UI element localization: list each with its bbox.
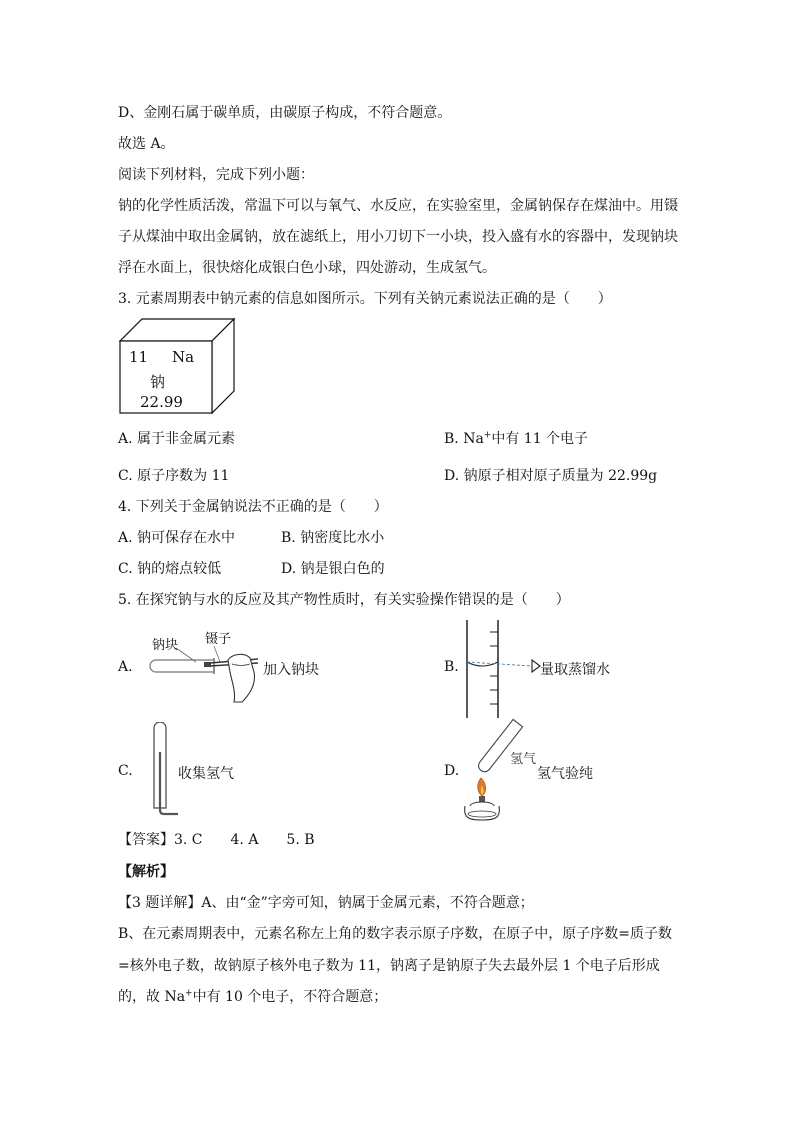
text-line: 子从煤油中取出金属钠，放在滤纸上，用小刀切下一小块，投入盛有水的容器中，发现钠块 [118, 229, 678, 245]
q5-c-letter: C. [118, 763, 133, 779]
analysis-title: 【解析】 [118, 864, 174, 880]
q3-option-c: C. 原子序数为 11 [118, 468, 230, 484]
element-symbol: Na [172, 348, 195, 366]
question-5-stem: 5. 在探究钠与水的反应及其产物性质时，有关实验操作错误的是（ ） [118, 592, 570, 608]
label-tweezers: 镊子 [205, 632, 232, 647]
q5-a-caption: 加入钠块 [263, 662, 319, 678]
gas-collection-figure [150, 722, 180, 818]
hydrogen-purity-test-figure [455, 718, 535, 822]
text-line: 故选 A。 [118, 136, 175, 152]
q5-a-letter: A. [118, 659, 133, 675]
analysis-line: B、在元素周期表中，元素名称左上角的数字表示原子序数，在原子中，原子序数=质子数 [118, 926, 673, 942]
q4-option-b: B. 钠密度比水小 [281, 530, 385, 546]
text-line: 阅读下列材料，完成下列小题： [118, 167, 314, 183]
analysis-line: 的，故 Na+中有 10 个电子，不符合题意； [118, 988, 388, 1005]
q5-d-letter: D. [444, 763, 460, 779]
add-sodium-figure [140, 636, 265, 706]
q3-option-b: B. Na+中有 11 个电子 [444, 430, 589, 447]
q5-c-caption: 收集氢气 [178, 766, 234, 782]
q5-d-caption: 氢气验纯 [537, 766, 593, 782]
measuring-cylinder-figure [460, 618, 550, 720]
q3-option-a: A. 属于非金属元素 [118, 431, 236, 447]
analysis-line: =核外电子数，故钠原子核外电子数为 11，钠离子是钠原子失去最外层 1 个电子后形成 [118, 958, 660, 974]
text-line: 钠的化学性质活泼，常温下可以与氧气、水反应，在实验室里，金属钠保存在煤油中。用镊 [118, 198, 678, 214]
q4-option-d: D. 钠是银白色的 [281, 561, 385, 577]
q4-option-c: C. 钠的熔点较低 [118, 561, 222, 577]
q3-option-d: D. 钠原子相对原子质量为 22.99g [444, 468, 658, 484]
answer-line: 【答案】3. C 4. A 5. B [118, 832, 315, 848]
label-sodium-block: 钠块 [152, 638, 179, 653]
text-line: 浮在水面上，很快熔化成银白色小球，四处游动，生成氢气。 [118, 260, 496, 276]
atomic-mass: 22.99 [140, 393, 183, 411]
text-line: D、金刚石属于碳单质，由碳原子构成，不符合题意。 [118, 105, 452, 121]
question-3-stem: 3. 元素周期表中钠元素的信息如图所示。下列有关钠元素说法正确的是（ ） [118, 291, 612, 307]
element-name: 钠 [150, 373, 166, 391]
question-4-stem: 4. 下列关于金属钠说法不正确的是（ ） [118, 499, 388, 515]
q5-b-letter: B. [444, 659, 459, 675]
element-card [118, 317, 236, 415]
q4-option-a: A. 钠可保存在水中 [118, 530, 236, 546]
atomic-number: 11 [129, 348, 149, 366]
label-hydrogen-gas: 氢气 [510, 752, 537, 767]
q5-b-caption: 量取蒸馏水 [540, 662, 610, 678]
analysis-line: 【3 题详解】A、由“金”字旁可知，钠属于金属元素，不符合题意； [118, 895, 534, 911]
